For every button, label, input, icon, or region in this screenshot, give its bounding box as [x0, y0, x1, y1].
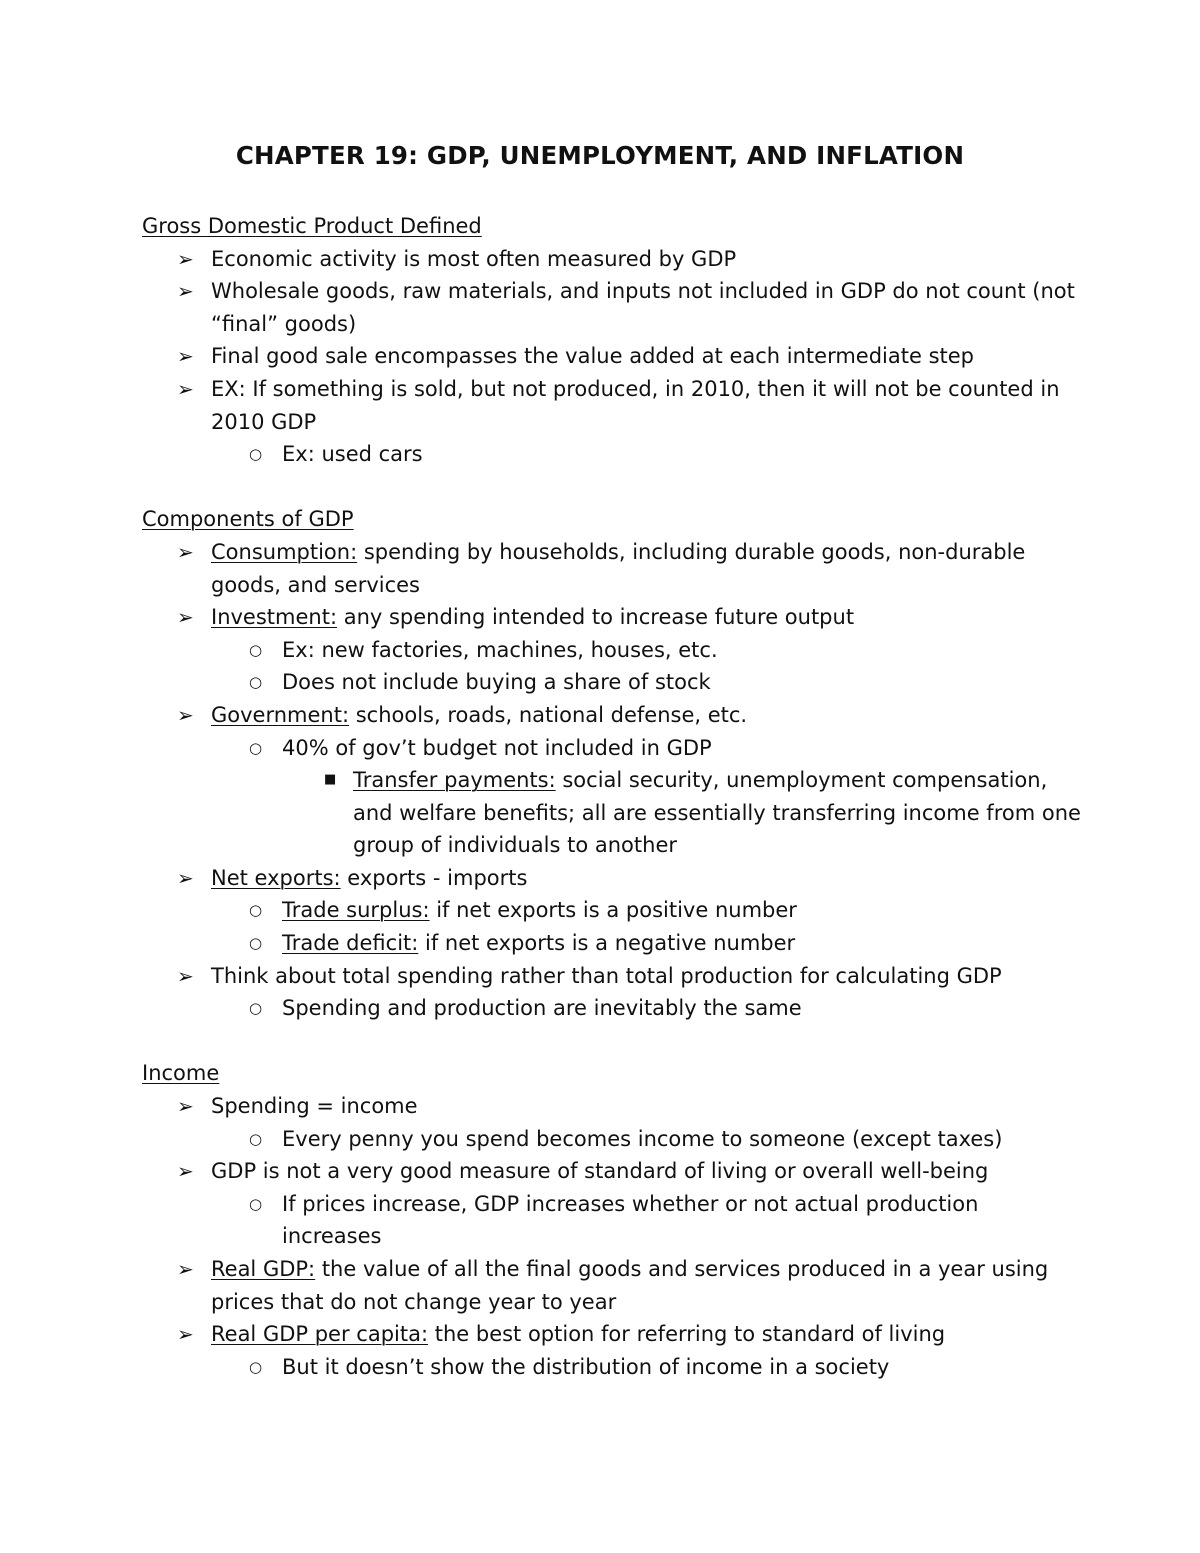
- circle-bullet-icon: ○: [249, 640, 263, 659]
- arrow-bullet-icon: ➢: [177, 1159, 194, 1184]
- square-bullet-icon: ■: [324, 772, 337, 788]
- list-item-level-1: [142, 862, 1082, 895]
- section-gross-domestic-product-defined: [142, 210, 1082, 471]
- list-item-level-2: [142, 992, 1082, 1025]
- item-text: Wholesale goods, raw materials, and inputs not included in GDP do not count (not “final” goods): [211, 279, 1075, 336]
- term-label: Investment:: [211, 605, 338, 630]
- list-item-level-2: [142, 1351, 1082, 1384]
- item-text: if net exports is a positive number: [429, 898, 797, 923]
- bullet-list: [142, 536, 1082, 1025]
- list-item-level-2: [142, 1123, 1082, 1156]
- circle-bullet-icon: ○: [249, 1129, 263, 1148]
- list-item-level-1: [142, 536, 1082, 601]
- circle-bullet-icon: ○: [249, 445, 263, 464]
- term-label: Trade surplus:: [282, 898, 430, 923]
- arrow-bullet-icon: ➢: [177, 702, 194, 727]
- item-text: Economic activity is most often measured by GDP: [211, 246, 737, 271]
- item-text: the best option for referring to standard of living: [428, 1322, 946, 1347]
- circle-bullet-icon: ○: [249, 999, 263, 1018]
- term-label: Government:: [211, 702, 350, 727]
- list-item-level-1: [142, 1090, 1082, 1123]
- circle-bullet-icon: ○: [249, 934, 263, 953]
- arrow-bullet-icon: ➢: [177, 605, 194, 630]
- list-item-level-1: [142, 275, 1082, 340]
- list-item-level-1: [142, 243, 1082, 276]
- item-text: Spending = income: [211, 1094, 418, 1119]
- bullet-list: [142, 1090, 1082, 1383]
- item-text: 40% of gov’t budget not included in GDP: [282, 735, 712, 760]
- term-label: Consumption:: [211, 539, 358, 564]
- list-item-level-1: [142, 373, 1082, 438]
- item-text: if net exports is a negative number: [418, 931, 796, 956]
- arrow-bullet-icon: ➢: [177, 279, 194, 304]
- bullet-list: [142, 243, 1082, 471]
- arrow-bullet-icon: ➢: [177, 246, 194, 271]
- list-item-level-2: [142, 634, 1082, 667]
- section-spacer: [142, 471, 1082, 504]
- item-text: the value of all the final goods and services produced in a year using prices that do not change year to year: [211, 1257, 1049, 1314]
- list-item-level-2: [142, 438, 1082, 471]
- item-text: Spending and production are inevitably the same: [282, 996, 802, 1021]
- arrow-bullet-icon: ➢: [177, 1322, 194, 1347]
- list-item-level-1: [142, 960, 1082, 993]
- item-text: any spending intended to increase future output: [337, 605, 855, 630]
- item-text: Final good sale encompasses the value added at each intermediate step: [211, 344, 974, 369]
- item-text: Think about total spending rather than total production for calculating GDP: [211, 963, 1002, 988]
- circle-bullet-icon: ○: [249, 901, 263, 920]
- term-label: Transfer payments:: [353, 768, 556, 793]
- term-label: Trade deficit:: [282, 931, 419, 956]
- section-heading: Gross Domestic Product Defined: [142, 214, 482, 238]
- section-income: [142, 1057, 1082, 1383]
- item-text: social security, unemployment compensation, and welfare benefits; all are essentially transferring income from one group of individuals to another: [353, 768, 1081, 858]
- section-spacer: [142, 1025, 1082, 1058]
- item-text: GDP is not a very good measure of standard of living or overall well-being: [211, 1159, 989, 1184]
- item-text: Ex: used cars: [282, 442, 423, 467]
- term-label: Net exports:: [211, 865, 341, 890]
- list-item-level-2: [142, 732, 1082, 765]
- item-text: EX: If something is sold, but not produced, in 2010, then it will not be counted in 2010 GDP: [211, 376, 1060, 434]
- item-text: Every penny you spend becomes income to someone (except taxes): [282, 1126, 1003, 1151]
- list-item-level-2: [142, 894, 1082, 927]
- list-item-level-2: [142, 1188, 1082, 1253]
- term-label: Real GDP per capita:: [211, 1322, 429, 1347]
- arrow-bullet-icon: ➢: [177, 344, 194, 369]
- item-text: spending by households, including durable goods, non-durable goods, and services: [211, 539, 1026, 597]
- item-text: Does not include buying a share of stock: [282, 670, 711, 695]
- arrow-bullet-icon: ➢: [177, 1094, 194, 1119]
- list-item-level-1: [142, 340, 1082, 373]
- list-item-level-1: [142, 699, 1082, 732]
- list-item-level-2: [142, 927, 1082, 960]
- document-body: [142, 210, 1082, 1383]
- section-heading: Components of GDP: [142, 507, 354, 532]
- page-title: CHAPTER 19: GDP, UNEMPLOYMENT, AND INFLATION: [235, 141, 965, 170]
- circle-bullet-icon: ○: [249, 1357, 263, 1376]
- list-item-level-3: [142, 764, 1082, 862]
- arrow-bullet-icon: ➢: [177, 376, 194, 401]
- item-text: If prices increase, GDP increases whether or not actual production increases: [282, 1191, 979, 1249]
- circle-bullet-icon: ○: [249, 1194, 263, 1213]
- item-text: schools, roads, national defense, etc.: [349, 702, 748, 727]
- list-item-level-1: [142, 601, 1082, 634]
- arrow-bullet-icon: ➢: [177, 963, 194, 988]
- arrow-bullet-icon: ➢: [177, 1257, 194, 1281]
- circle-bullet-icon: ○: [249, 673, 263, 692]
- item-text: exports - imports: [340, 865, 528, 890]
- list-item-level-1: [142, 1318, 1082, 1351]
- section-components-of-gdp: [142, 503, 1082, 1025]
- item-text: But it doesn’t show the distribution of income in a society: [282, 1354, 890, 1379]
- arrow-bullet-icon: ➢: [177, 539, 194, 564]
- list-item-level-2: [142, 666, 1082, 699]
- list-item-level-1: [142, 1155, 1082, 1188]
- arrow-bullet-icon: ➢: [177, 865, 194, 890]
- list-item-level-1: [142, 1253, 1082, 1318]
- term-label: Real GDP:: [211, 1257, 316, 1281]
- section-heading: Income: [142, 1061, 220, 1086]
- circle-bullet-icon: ○: [249, 738, 263, 757]
- item-text: Ex: new factories, machines, houses, etc.: [282, 637, 718, 662]
